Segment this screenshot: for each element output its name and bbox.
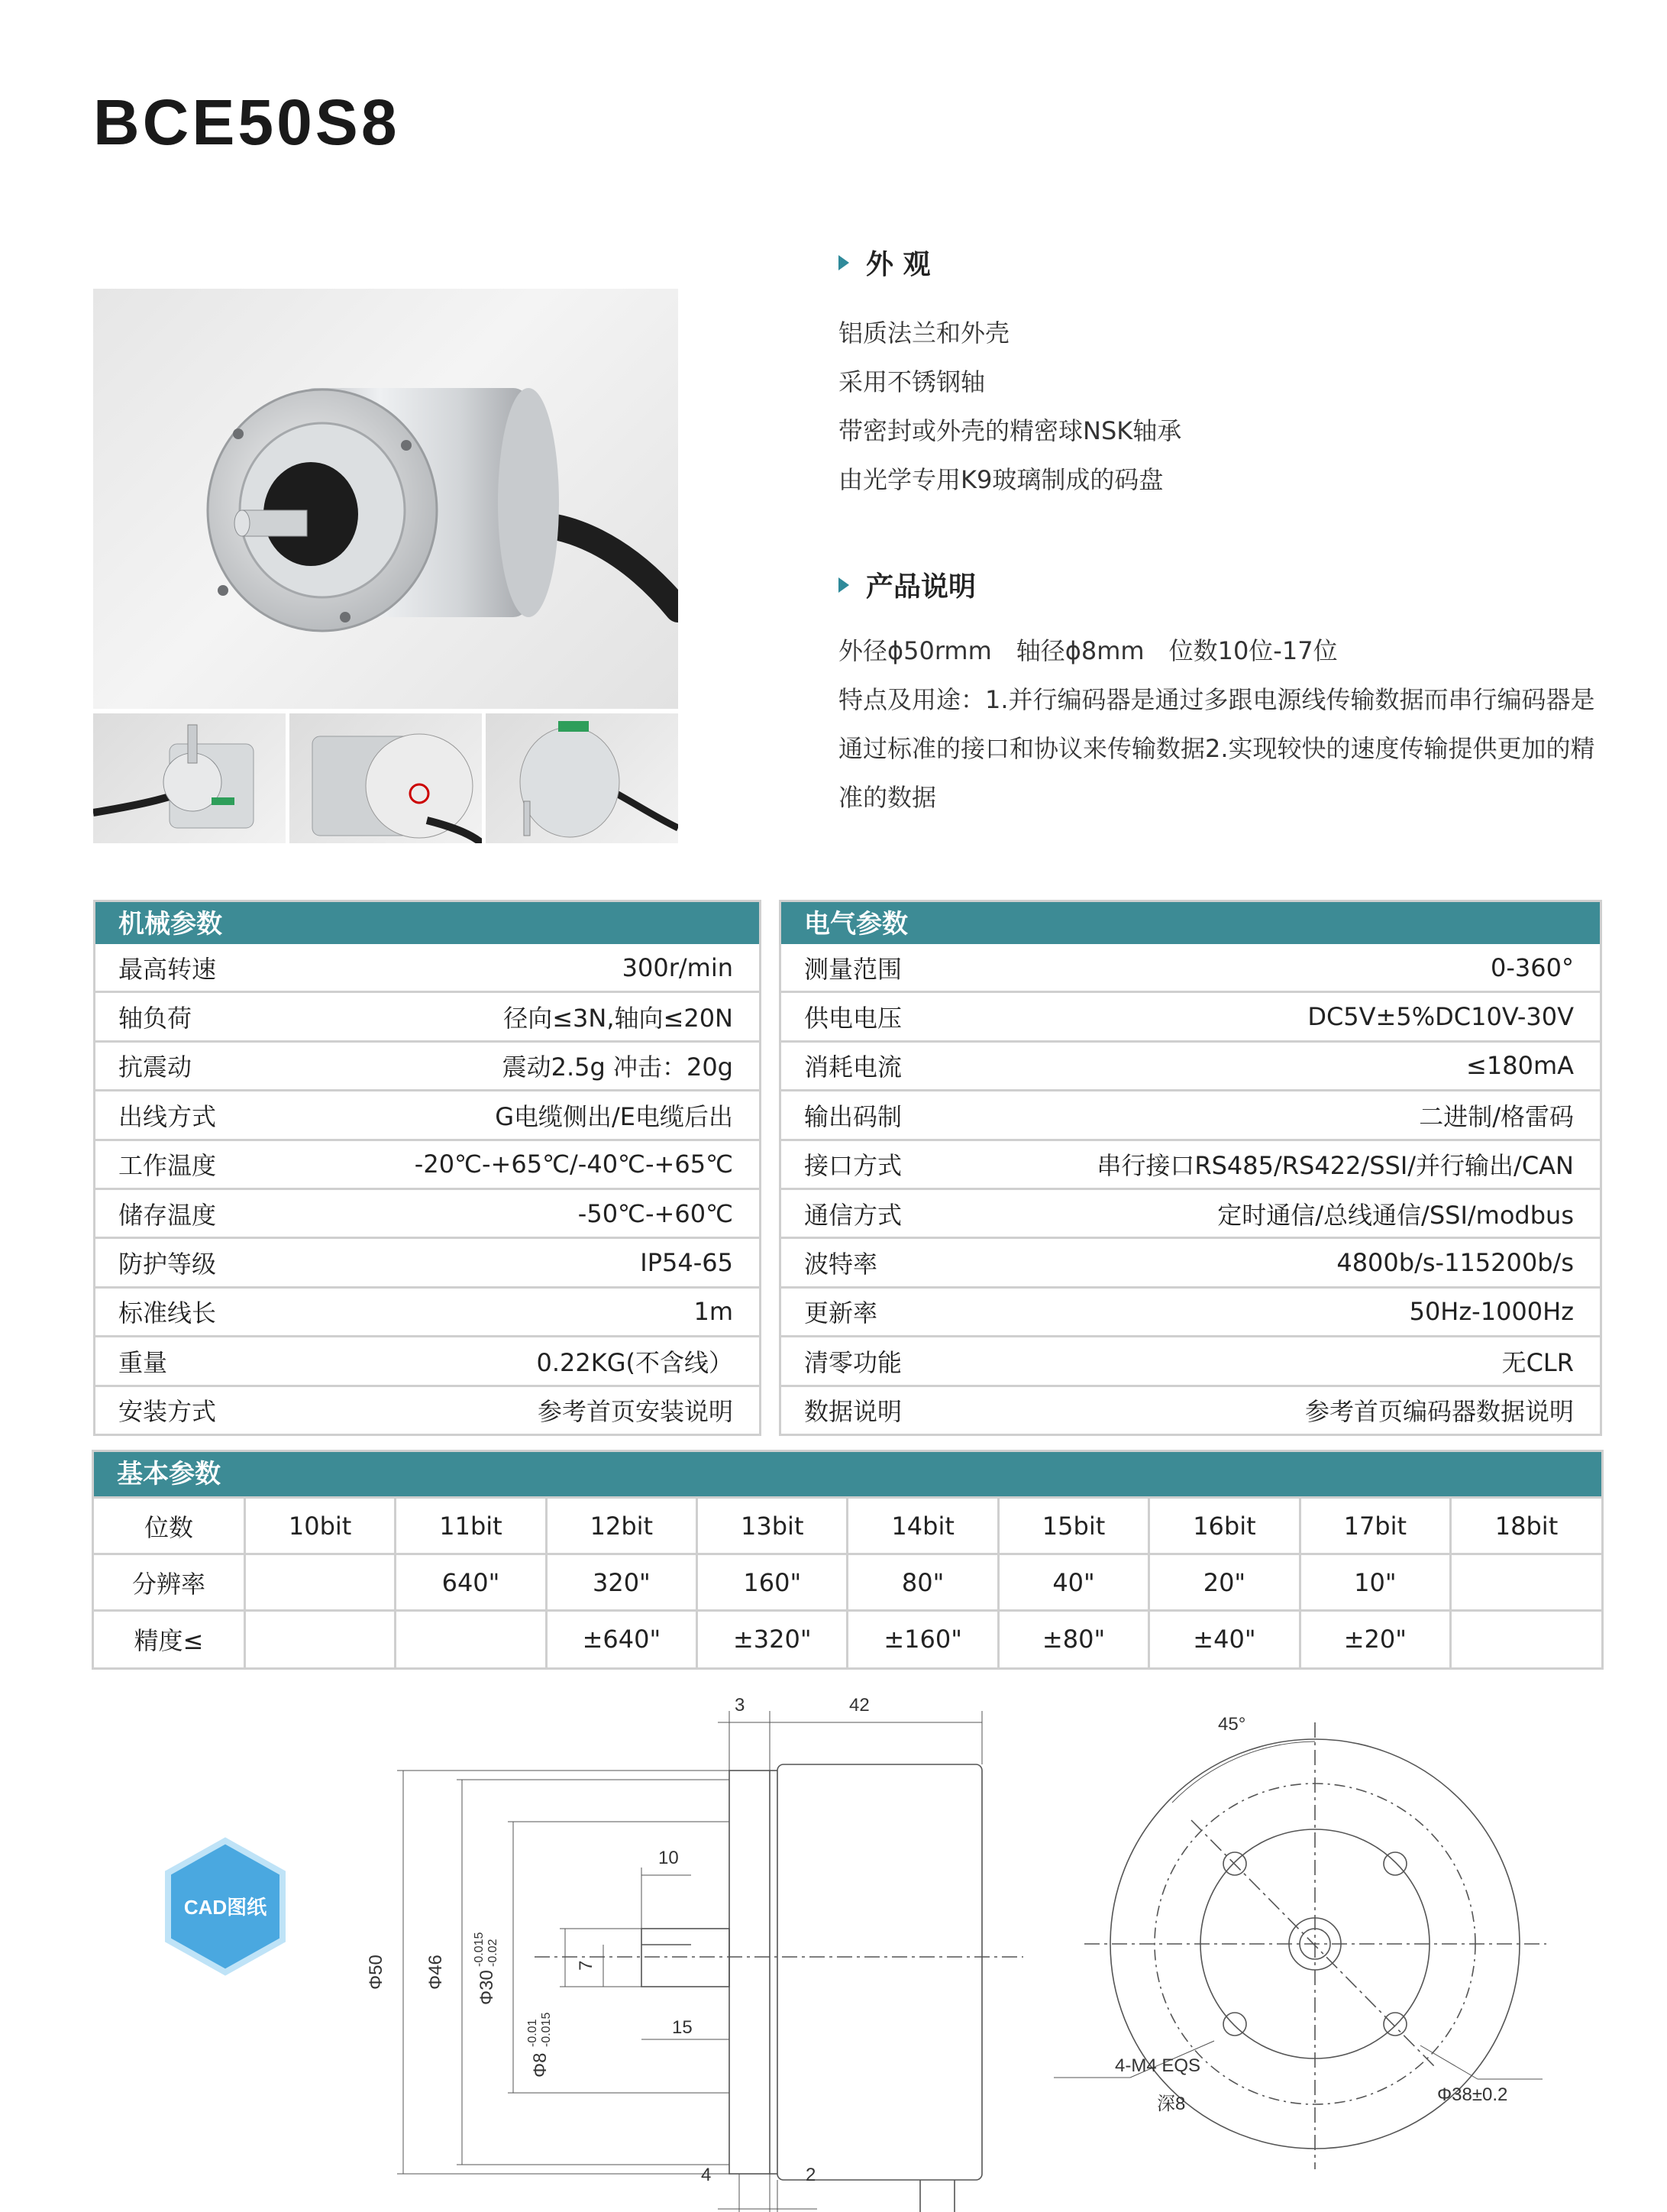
- table-row: [781, 1190, 1600, 1239]
- angle-45: 45°: [1218, 1714, 1246, 1735]
- table-row: [95, 1190, 759, 1239]
- electrical-table: [779, 900, 1602, 1436]
- table-row: [95, 1091, 759, 1140]
- table-cell: 80": [848, 1554, 998, 1611]
- dim-phi50: Φ50: [366, 1955, 386, 1990]
- table-cell: ±40": [1149, 1611, 1300, 1667]
- tol-phi30-upper: -0.015: [473, 1932, 486, 1967]
- product-photo-thumb-1: [93, 713, 286, 843]
- table-row: [95, 1387, 759, 1436]
- table-cell: ±160": [848, 1611, 998, 1667]
- table-cell: 分辨率: [94, 1554, 244, 1611]
- table-row: [781, 1043, 1600, 1091]
- dim-2: 2: [806, 2165, 816, 2185]
- table-cell: ±80": [998, 1611, 1148, 1667]
- row-value: 二进制/格雷码: [1419, 1101, 1574, 1131]
- appearance-heading: [838, 243, 931, 282]
- row-value: 参考首页编码器数据说明: [1304, 1397, 1574, 1427]
- row-value: 0.22KG(不含线）: [536, 1347, 733, 1377]
- row-label: 出线方式: [118, 1101, 217, 1131]
- table-row: [781, 993, 1600, 1042]
- row-label: 最高转速: [118, 954, 217, 984]
- dim-42: 42: [849, 1695, 870, 1716]
- table-row: [95, 1239, 759, 1288]
- section-arrow-icon: [838, 255, 849, 270]
- table-cell: [396, 1611, 546, 1667]
- row-label: 接口方式: [804, 1151, 903, 1181]
- holes-label: 4-M4 EQS: [1115, 2055, 1201, 2076]
- table-cell: 13bit: [697, 1498, 848, 1554]
- table-cell: 20": [1149, 1554, 1300, 1611]
- list-item: 铝质法兰和外壳: [838, 319, 1010, 348]
- table-cell: 14bit: [848, 1498, 998, 1554]
- table-cell: ±640": [546, 1611, 696, 1667]
- table-cell: [1451, 1611, 1601, 1667]
- table-row: [95, 1043, 759, 1091]
- basic-grid: [94, 1496, 1601, 1667]
- dim-4: 4: [701, 2165, 712, 2185]
- table-row: [95, 1289, 759, 1337]
- row-label: 重量: [118, 1347, 168, 1377]
- table-row: [781, 944, 1600, 993]
- row-label: 数据说明: [804, 1397, 903, 1427]
- row-label: 消耗电流: [804, 1053, 903, 1082]
- row-value: G电缆侧出/E电缆后出: [495, 1101, 733, 1131]
- row-label: 供电电压: [804, 1004, 903, 1033]
- table-row: [94, 1498, 1601, 1554]
- cad-drawing: [0, 1680, 1667, 2212]
- description-heading-text: 产品说明: [866, 571, 977, 603]
- dim-phi46: Φ46: [425, 1955, 446, 1990]
- table-cell: ±20": [1300, 1611, 1450, 1667]
- row-value: 4800b/s-115200b/s: [1336, 1248, 1574, 1278]
- dim-phi30: Φ30: [477, 1970, 497, 2005]
- table-cell: 160": [697, 1554, 848, 1611]
- table-cell: 320": [546, 1554, 696, 1611]
- row-label: 波特率: [804, 1250, 878, 1279]
- row-label: 轴负荷: [118, 1004, 192, 1033]
- row-value: 参考首页安装说明: [537, 1397, 733, 1427]
- row-value: -20℃-+65℃/-40℃-+65℃: [414, 1150, 733, 1179]
- mechanical-heading: 机械参数: [95, 900, 759, 944]
- table-cell: 12bit: [546, 1498, 696, 1554]
- row-label: 更新率: [804, 1298, 878, 1328]
- row-value: DC5V±5%DC10V-30V: [1307, 1002, 1574, 1032]
- list-item: 带密封或外壳的精密球NSK轴承: [838, 416, 1182, 445]
- table-cell: 640": [396, 1554, 546, 1611]
- table-row: [95, 944, 759, 993]
- row-value: 定时通信/总线通信/SSI/modbus: [1217, 1200, 1574, 1230]
- description-paragraph: 特点及用途：1.并行编码器是通过多跟电源线传输数据而串行编码器是通过标准的接口和协议来传输数据2.实现较快的速度传输提供更加的精准的数据: [838, 685, 1595, 812]
- row-value: 径向≤3N,轴向≤20N: [503, 1004, 733, 1033]
- table-row: [94, 1611, 1601, 1667]
- row-label: 抗震动: [118, 1053, 192, 1082]
- dim-15: 15: [672, 2017, 693, 2038]
- description-body: [838, 626, 1602, 822]
- depth-label: 深8: [1157, 2094, 1186, 2114]
- row-value: -50℃-+60℃: [577, 1198, 733, 1228]
- list-item: 由光学专用K9玻璃制成的码盘: [838, 465, 1164, 494]
- dim-10: 10: [658, 1848, 679, 1868]
- row-value: 1m: [693, 1297, 733, 1327]
- row-label: 清零功能: [804, 1347, 903, 1377]
- table-row: [781, 1337, 1600, 1386]
- table-row: [781, 1289, 1600, 1337]
- row-value: ≤180mA: [1466, 1051, 1574, 1081]
- row-label: 储存温度: [118, 1200, 217, 1230]
- basic-heading: 基本参数: [94, 1452, 1601, 1496]
- table-row: [781, 1141, 1600, 1190]
- table-cell: [244, 1554, 395, 1611]
- product-title: BCE50S8: [93, 86, 400, 158]
- row-value: 无CLR: [1501, 1347, 1574, 1377]
- row-label: 安装方式: [118, 1397, 217, 1427]
- table-cell: 10": [1300, 1554, 1450, 1611]
- cad-badge-label: CAD图纸: [183, 1896, 267, 1919]
- table-cell: 15bit: [998, 1498, 1148, 1554]
- table-row: [781, 1091, 1600, 1140]
- mechanical-table: [93, 900, 761, 1436]
- product-photo-main: [93, 289, 678, 709]
- product-photo-thumb-2: [289, 713, 482, 843]
- table-row: [95, 1337, 759, 1386]
- tol-phi30-lower: -0.02: [486, 1939, 499, 1967]
- row-value: 50Hz-1000Hz: [1409, 1297, 1574, 1327]
- dim-phi8-group: [526, 2013, 553, 2078]
- tol-phi8-lower: -0.015: [540, 2012, 553, 2047]
- table-cell: 17bit: [1300, 1498, 1450, 1554]
- table-row: [781, 1387, 1600, 1436]
- table-row: [94, 1554, 1601, 1611]
- row-value: 震动2.5g 冲击：20g: [502, 1053, 733, 1082]
- table-cell: [1451, 1554, 1601, 1611]
- electrical-heading: 电气参数: [781, 900, 1600, 944]
- row-value: 300r/min: [622, 952, 733, 982]
- product-photo-thumb-3: [486, 713, 678, 843]
- table-cell: [244, 1611, 395, 1667]
- description-heading: [838, 565, 976, 604]
- table-row: [781, 1239, 1600, 1288]
- table-cell: 18bit: [1451, 1498, 1601, 1554]
- encoder-illustration: [93, 289, 678, 709]
- row-value: 串行接口RS485/RS422/SSI/并行输出/CAN: [1097, 1151, 1574, 1181]
- row-label: 标准线长: [118, 1298, 217, 1328]
- row-value: 0-360°: [1491, 952, 1574, 982]
- appearance-heading-text: 外 观: [866, 249, 931, 280]
- section-arrow-icon: [838, 577, 849, 593]
- row-label: 工作温度: [118, 1151, 217, 1181]
- table-cell: 11bit: [396, 1498, 546, 1554]
- table-cell: 位数: [94, 1498, 244, 1554]
- row-label: 输出码制: [804, 1101, 903, 1131]
- dim-7: 7: [576, 1960, 596, 1971]
- dim-phi30-group: [473, 1932, 499, 2005]
- table-cell: ±320": [697, 1611, 848, 1667]
- appearance-list: [838, 309, 1181, 504]
- row-value: IP54-65: [640, 1248, 733, 1278]
- pcd-label: Φ38±0.2: [1437, 2084, 1508, 2105]
- list-item: 采用不锈钢轴: [838, 367, 986, 396]
- row-label: 测量范围: [804, 954, 903, 984]
- description-specs: 外径ϕ50rmm 轴径ϕ8mm 位数10位-17位: [838, 636, 1338, 665]
- table-cell: 40": [998, 1554, 1148, 1611]
- tol-phi8-upper: -0.01: [526, 2019, 539, 2047]
- row-label: 通信方式: [804, 1200, 903, 1230]
- table-cell: 10bit: [244, 1498, 395, 1554]
- row-label: 防护等级: [118, 1250, 217, 1279]
- table-cell: 精度≤: [94, 1611, 244, 1667]
- cad-badge: [168, 1841, 283, 1972]
- table-row: [95, 1141, 759, 1190]
- dim-phi8: Φ8: [530, 2052, 551, 2078]
- table-row: [95, 993, 759, 1042]
- dim-3: 3: [735, 1695, 745, 1716]
- table-cell: 16bit: [1149, 1498, 1300, 1554]
- basic-table: [92, 1450, 1604, 1670]
